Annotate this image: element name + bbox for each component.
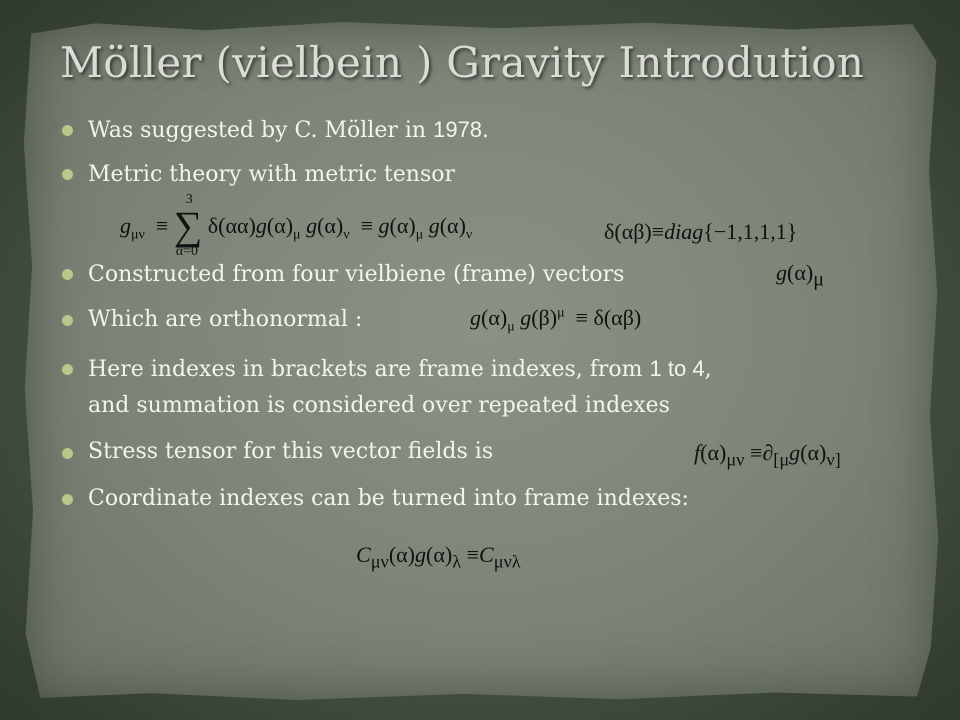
bullet-dot: [62, 269, 73, 280]
bullet-dot: [62, 364, 73, 375]
vielbein-symbol: $g(\alpha)_\mu$: [776, 260, 824, 291]
orthonormality-equation: $g(\alpha)_\mu$ $g(\beta)^\mu \equiv \delta(\alpha\beta)$: [470, 305, 642, 335]
index-conversion-equation: $C_{\mu\nu}(\alpha)g(\alpha)_\lambda \equiv C_{\mu\nu\lambda}$: [356, 542, 521, 572]
bullet-text-3: Constructed from four vielbiene (frame) vectors: [88, 262, 625, 287]
bullet-text-6: Stress tensor for this vector fields is: [88, 439, 494, 464]
bullet-text-7: Coordinate indexes can be turned into frame indexes:: [88, 486, 689, 511]
frame-metric-equation: δ(αβ)≡diag{−1,1,1,1}: [604, 219, 798, 244]
bullet-1-year: 1978: [433, 117, 483, 142]
bullet-1-period: .: [482, 118, 490, 143]
slide-title: Möller (vielbein ) Gravity Introdution: [60, 38, 865, 87]
bullet-5-to: to: [661, 356, 693, 381]
bullet-5-num-4: 4: [692, 356, 705, 381]
bullet-dot: [62, 169, 73, 180]
bullet-text-1: [88, 116, 489, 144]
metric-tensor-equation: $g_{\mu\nu}$ ≡ 3 ∑ α=0 $\delta(\alpha\alpha)g(\alpha)_\mu$ $g(\alpha)_\nu \equiv g(\alpha)_\mu$ $g(\alpha)_\nu$: [120, 192, 473, 259]
bullet-text-5-line-1: [88, 355, 712, 383]
bullet-text-5-line-2: and summation is considered over repeated indexes: [88, 393, 670, 418]
bullet-5-comma: ,: [704, 357, 712, 382]
bullet-1-text: Was suggested by C. Möller in: [88, 118, 434, 143]
bullet-text-4: Which are orthonormal :: [88, 307, 363, 332]
bullet-dot: [62, 315, 73, 326]
stress-tensor-equation: $f(\alpha)_{\mu\nu} \equiv\partial_{[\mu}g(\alpha)_{\nu]}$: [694, 440, 841, 470]
bullet-5-num-1: 1: [649, 356, 662, 381]
bullet-dot: [62, 448, 73, 459]
bullet-dot: [62, 494, 73, 505]
bullet-dot: [62, 125, 73, 136]
bullet-text-2: Metric theory with metric tensor: [88, 162, 456, 187]
bullet-5-text-a: Here indexes in brackets are frame indexes, from: [88, 357, 650, 382]
